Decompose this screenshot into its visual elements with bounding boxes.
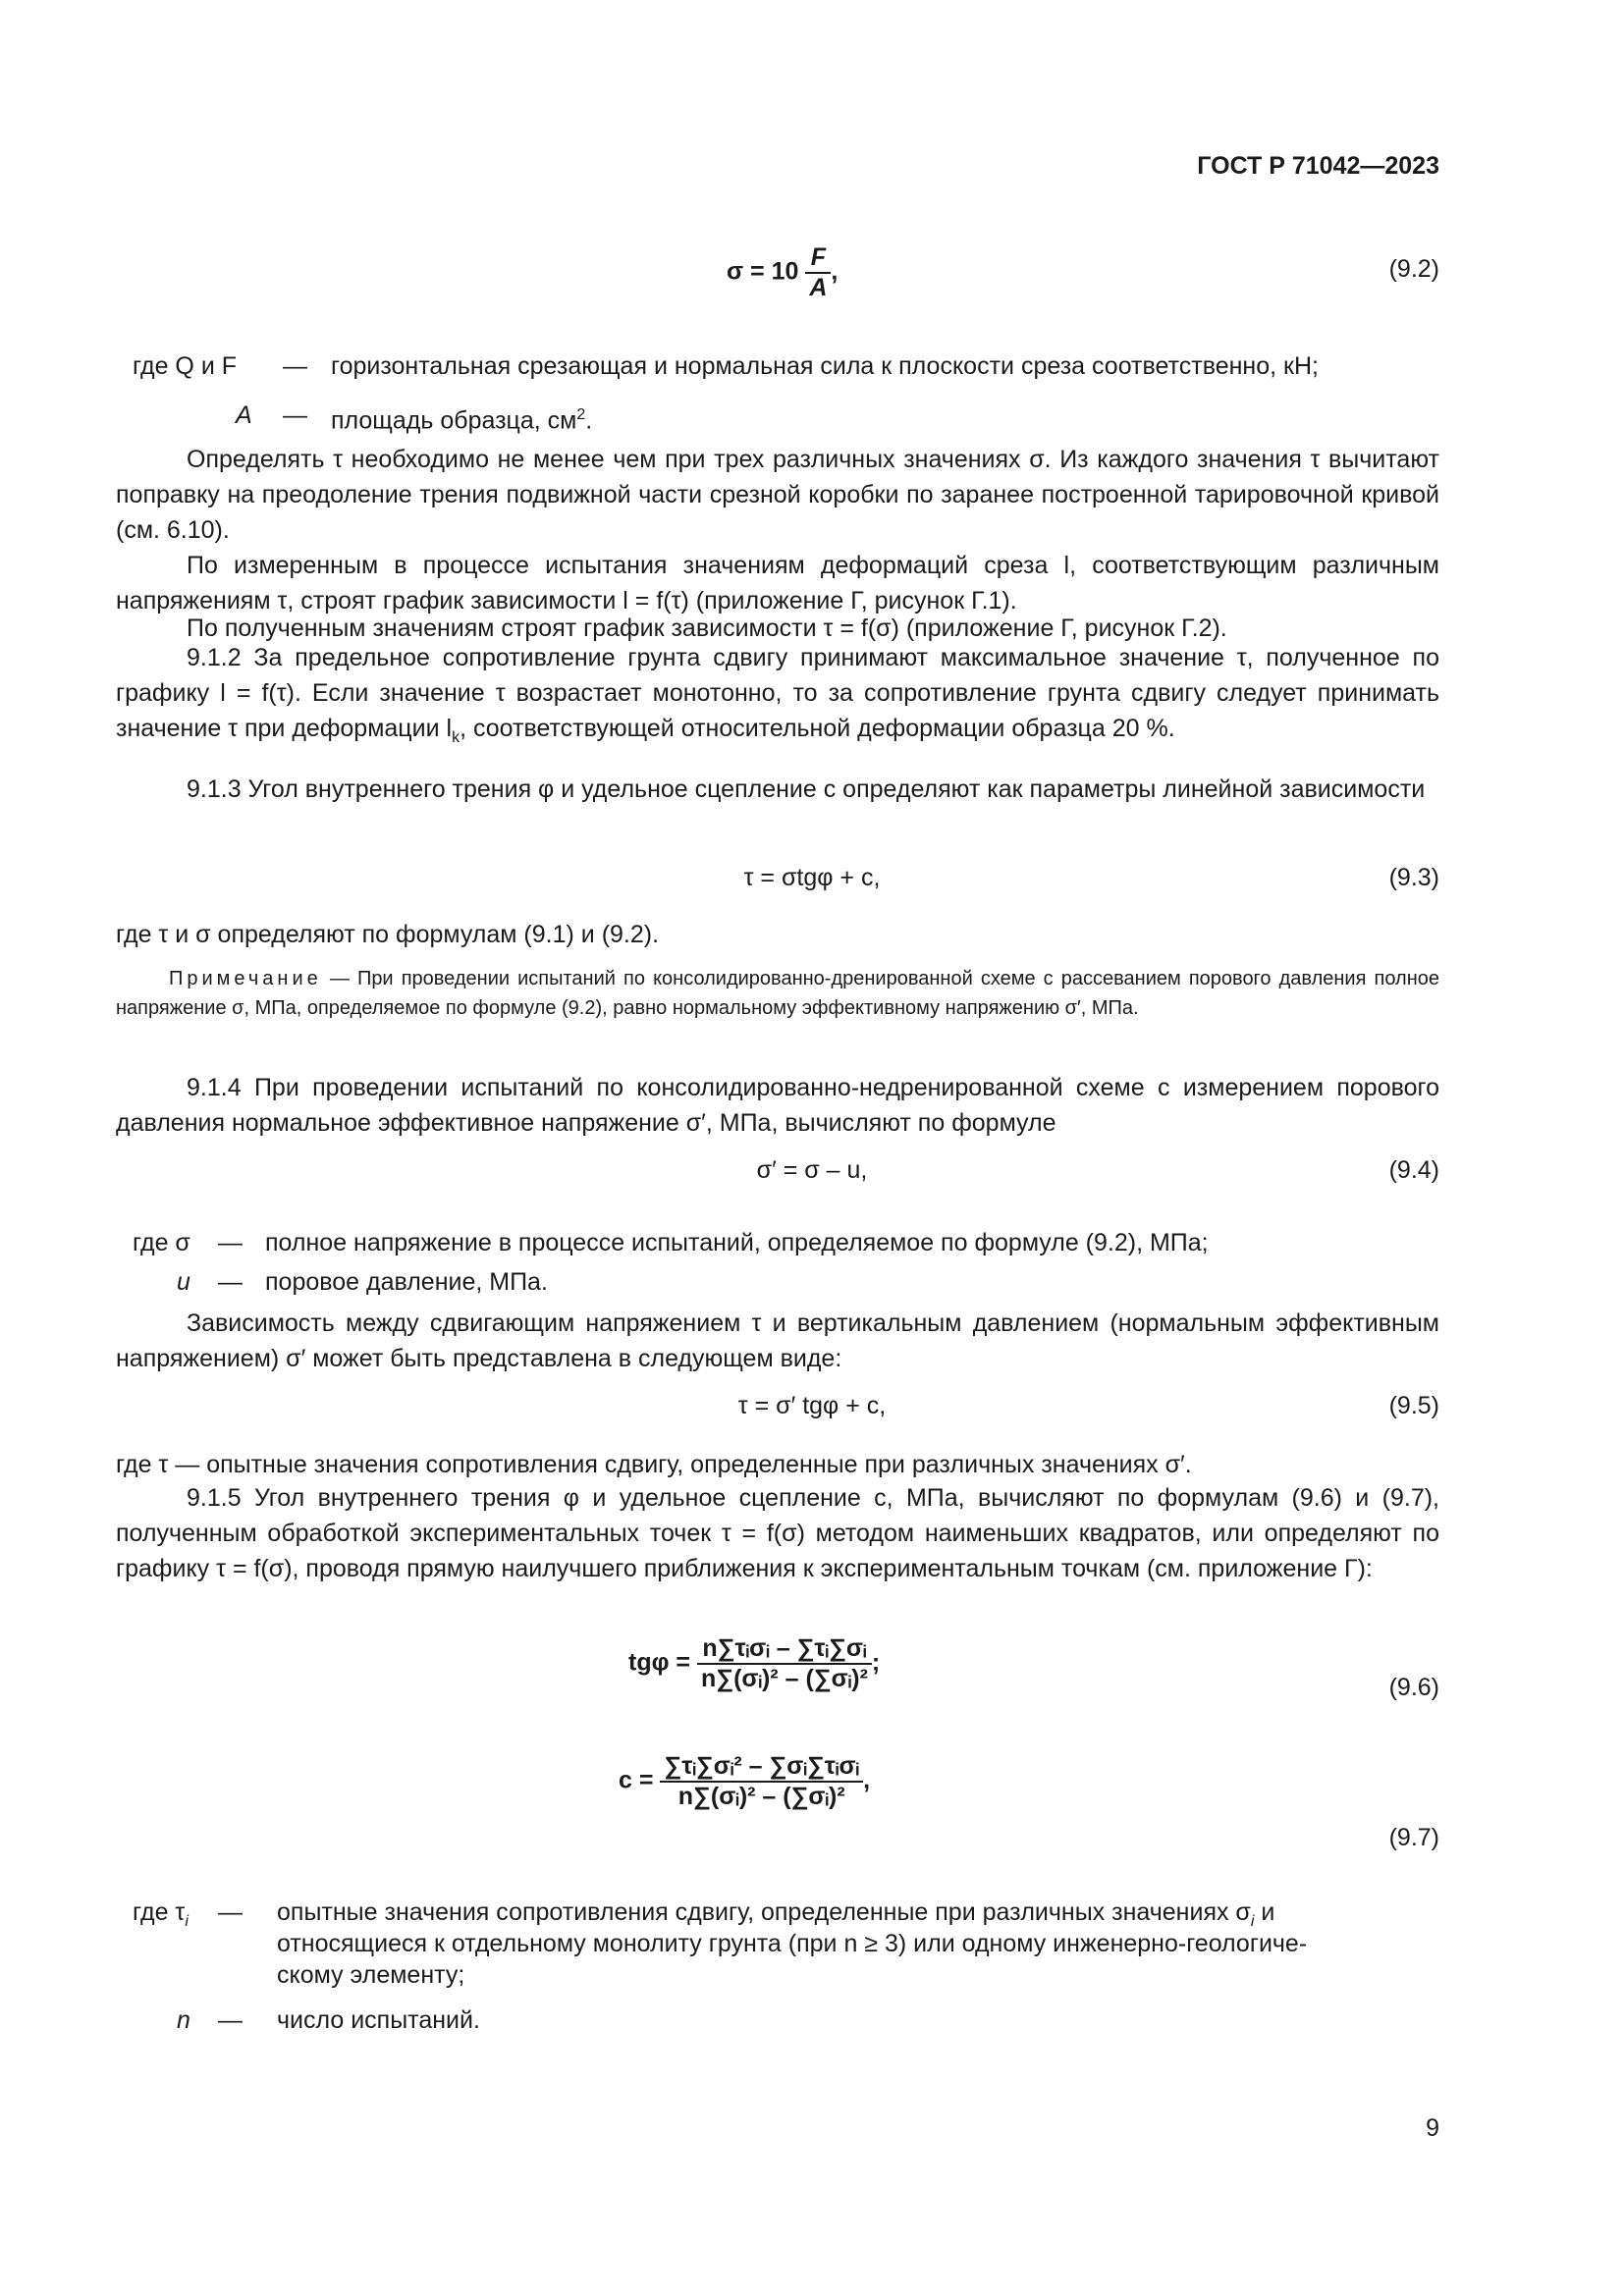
note-label: Примечание (169, 968, 322, 989)
eq-9-2-tail: , (831, 257, 839, 286)
where-dash: — (218, 2006, 243, 2034)
eq-9-6-denominator: n∑(σᵢ)² – (∑σᵢ)² (700, 1665, 868, 1692)
where-text-n: число испытаний. (277, 2006, 480, 2034)
eq-9-7-denominator: n∑(σᵢ)² – (∑σᵢ)² (677, 1783, 845, 1810)
paragraph-9-1-4: 9.1.4 При проведении испытаний по консолидированно-недренированной схеме с измерением порового давления нормальное эффективное напряжение σ′, МПа, вычисляют по формуле (116, 1074, 1439, 1137)
equation-9-2 (727, 243, 838, 302)
paragraph-1: Определять τ необходимо не менее чем при трех различных значениях σ. Из каждого значения τ вычитают поправку на преодоление трения подвижной части срезной коробки по заранее построенной тарировочной кривой (см. 6.10). (116, 446, 1439, 544)
document-header: ГОСТ Р 71042—2023 (1197, 152, 1439, 180)
eq-9-7-tail: , (863, 1766, 871, 1794)
where-text-qf: горизонтальная срезающая и нормальная сила к плоскости среза соответственно, кН; (331, 352, 1319, 380)
where-label-u: u (177, 1268, 190, 1296)
equation-9-4: σ′ = σ – u, (756, 1156, 868, 1184)
paragraph-9-1-2: 9.1.2 За предельное сопротивление грунта сдвигу принимают максимальное значение τ, полученное по графику l = f(τ). Если значение τ возрастает монотонно, то за сопротивление грунта сдвигу следует принимать значение τ при деформации $l_k$, соответствующей относительной деформации образца 20 %. (116, 644, 1439, 746)
page-number: 9 (1426, 2114, 1439, 2142)
note (116, 964, 1439, 1023)
paragraph-8: Зависимость между сдвигающим напряжением τ и вертикальным давлением (нормальным эффективным напряжением) σ′ может быть представлена в следующем виде: (116, 1309, 1439, 1372)
where-label-qf: где Q и F (133, 352, 238, 380)
where-label-tau-i: где $\tau_i$ (133, 1898, 189, 1930)
where-text-tau-1: опытные значения сопротивления сдвигу, определенные при различных значениях $\sigma_i$ и (277, 1898, 1275, 1930)
eq-9-6-lhs: tgφ = (628, 1648, 691, 1677)
eq-9-7-number: (9.7) (1388, 1824, 1439, 1851)
eq-9-2-lhs: σ = 10 (727, 257, 799, 286)
eq-9-6-numerator: n∑τᵢσᵢ – ∑τᵢ∑σᵢ (697, 1634, 872, 1665)
paragraph-9-1-5: 9.1.5 Угол внутреннего трения φ и удельное сцепление c, МПа, вычисляют по формулам (9.6) и (9.7), полученным обработкой экспериментальных точек τ = f(σ) методом наименьших квадратов, или определяют по графику τ = f(σ), проводя прямую наилучшего приближения к экспериментальным точкам (см. приложение Г): (116, 1484, 1439, 1582)
eq-9-7-numerator: ∑τᵢ∑σᵢ² – ∑σᵢ∑τᵢσᵢ (660, 1752, 863, 1783)
paragraph-9: где τ — опытные значения сопротивления сдвигу, определенные при различных значениях σ′. (116, 1451, 1192, 1478)
eq-9-7-lhs: c = (619, 1766, 654, 1794)
equation-9-7 (619, 1752, 870, 1811)
paragraph-9-1-3: 9.1.3 Угол внутреннего трения φ и удельное сцепление c определяют как параметры линейной зависимости (187, 775, 1426, 803)
where-dash: — (283, 401, 307, 429)
where-text-tau-3: скому элементу; (277, 1961, 465, 1989)
equation-9-6 (628, 1634, 880, 1693)
where-text-sigma: полное напряжение в процессе испытаний, определяемое по формуле (9.2), МПа; (265, 1229, 1209, 1256)
where-dash: — (218, 1268, 243, 1296)
paragraph-6: где τ и σ определяют по формулам (9.1) и (9.2). (116, 921, 660, 948)
eq-9-3-number: (9.3) (1388, 864, 1439, 891)
where-dash: — (218, 1898, 243, 1926)
eq-9-6-tail: ; (871, 1648, 881, 1677)
where-text-tau-2: относящиеся к отдельному монолиту грунта (при n ≥ 3) или одному инженерно-геологиче- (277, 1930, 1308, 1957)
where-dash: — (218, 1229, 243, 1256)
paragraph-3: По полученным значениям строят график зависимости τ = f(σ) (приложение Г, рисунок Г.2). (187, 614, 1227, 642)
eq-9-5-number: (9.5) (1388, 1392, 1439, 1419)
where-label-n: n (177, 2006, 190, 2034)
note-text: — При проведении испытаний по консолидированно-дренированной схеме с рассеванием порового давления полное напряжение σ, МПа, определяемое по формуле (9.2), равно нормальному эффективному напряжению σ′, МПа. (116, 968, 1439, 1019)
eq-9-6-number: (9.6) (1388, 1674, 1439, 1701)
eq-9-2-number: (9.2) (1388, 255, 1439, 283)
paragraph-2: По измеренным в процессе испытания значениям деформаций среза l, соответствующим различным напряжениям τ, строят график зависимости l = f(τ) (приложение Г, рисунок Г.1). (116, 552, 1439, 614)
equation-9-5: τ = σ′ tgφ + c, (737, 1392, 887, 1419)
where-text-a: площадь образца, $см^2$. (331, 406, 593, 435)
where-label-sigma: где σ (133, 1229, 190, 1256)
equation-9-3: τ = σtgφ + c, (743, 864, 881, 891)
eq-9-2-numerator: F (805, 243, 831, 274)
eq-9-2-denominator: A (809, 274, 828, 301)
where-dash: — (283, 352, 307, 380)
where-text-u: поровое давление, МПа. (265, 1268, 548, 1296)
where-label-a: A (236, 401, 252, 429)
eq-9-4-number: (9.4) (1388, 1156, 1439, 1184)
